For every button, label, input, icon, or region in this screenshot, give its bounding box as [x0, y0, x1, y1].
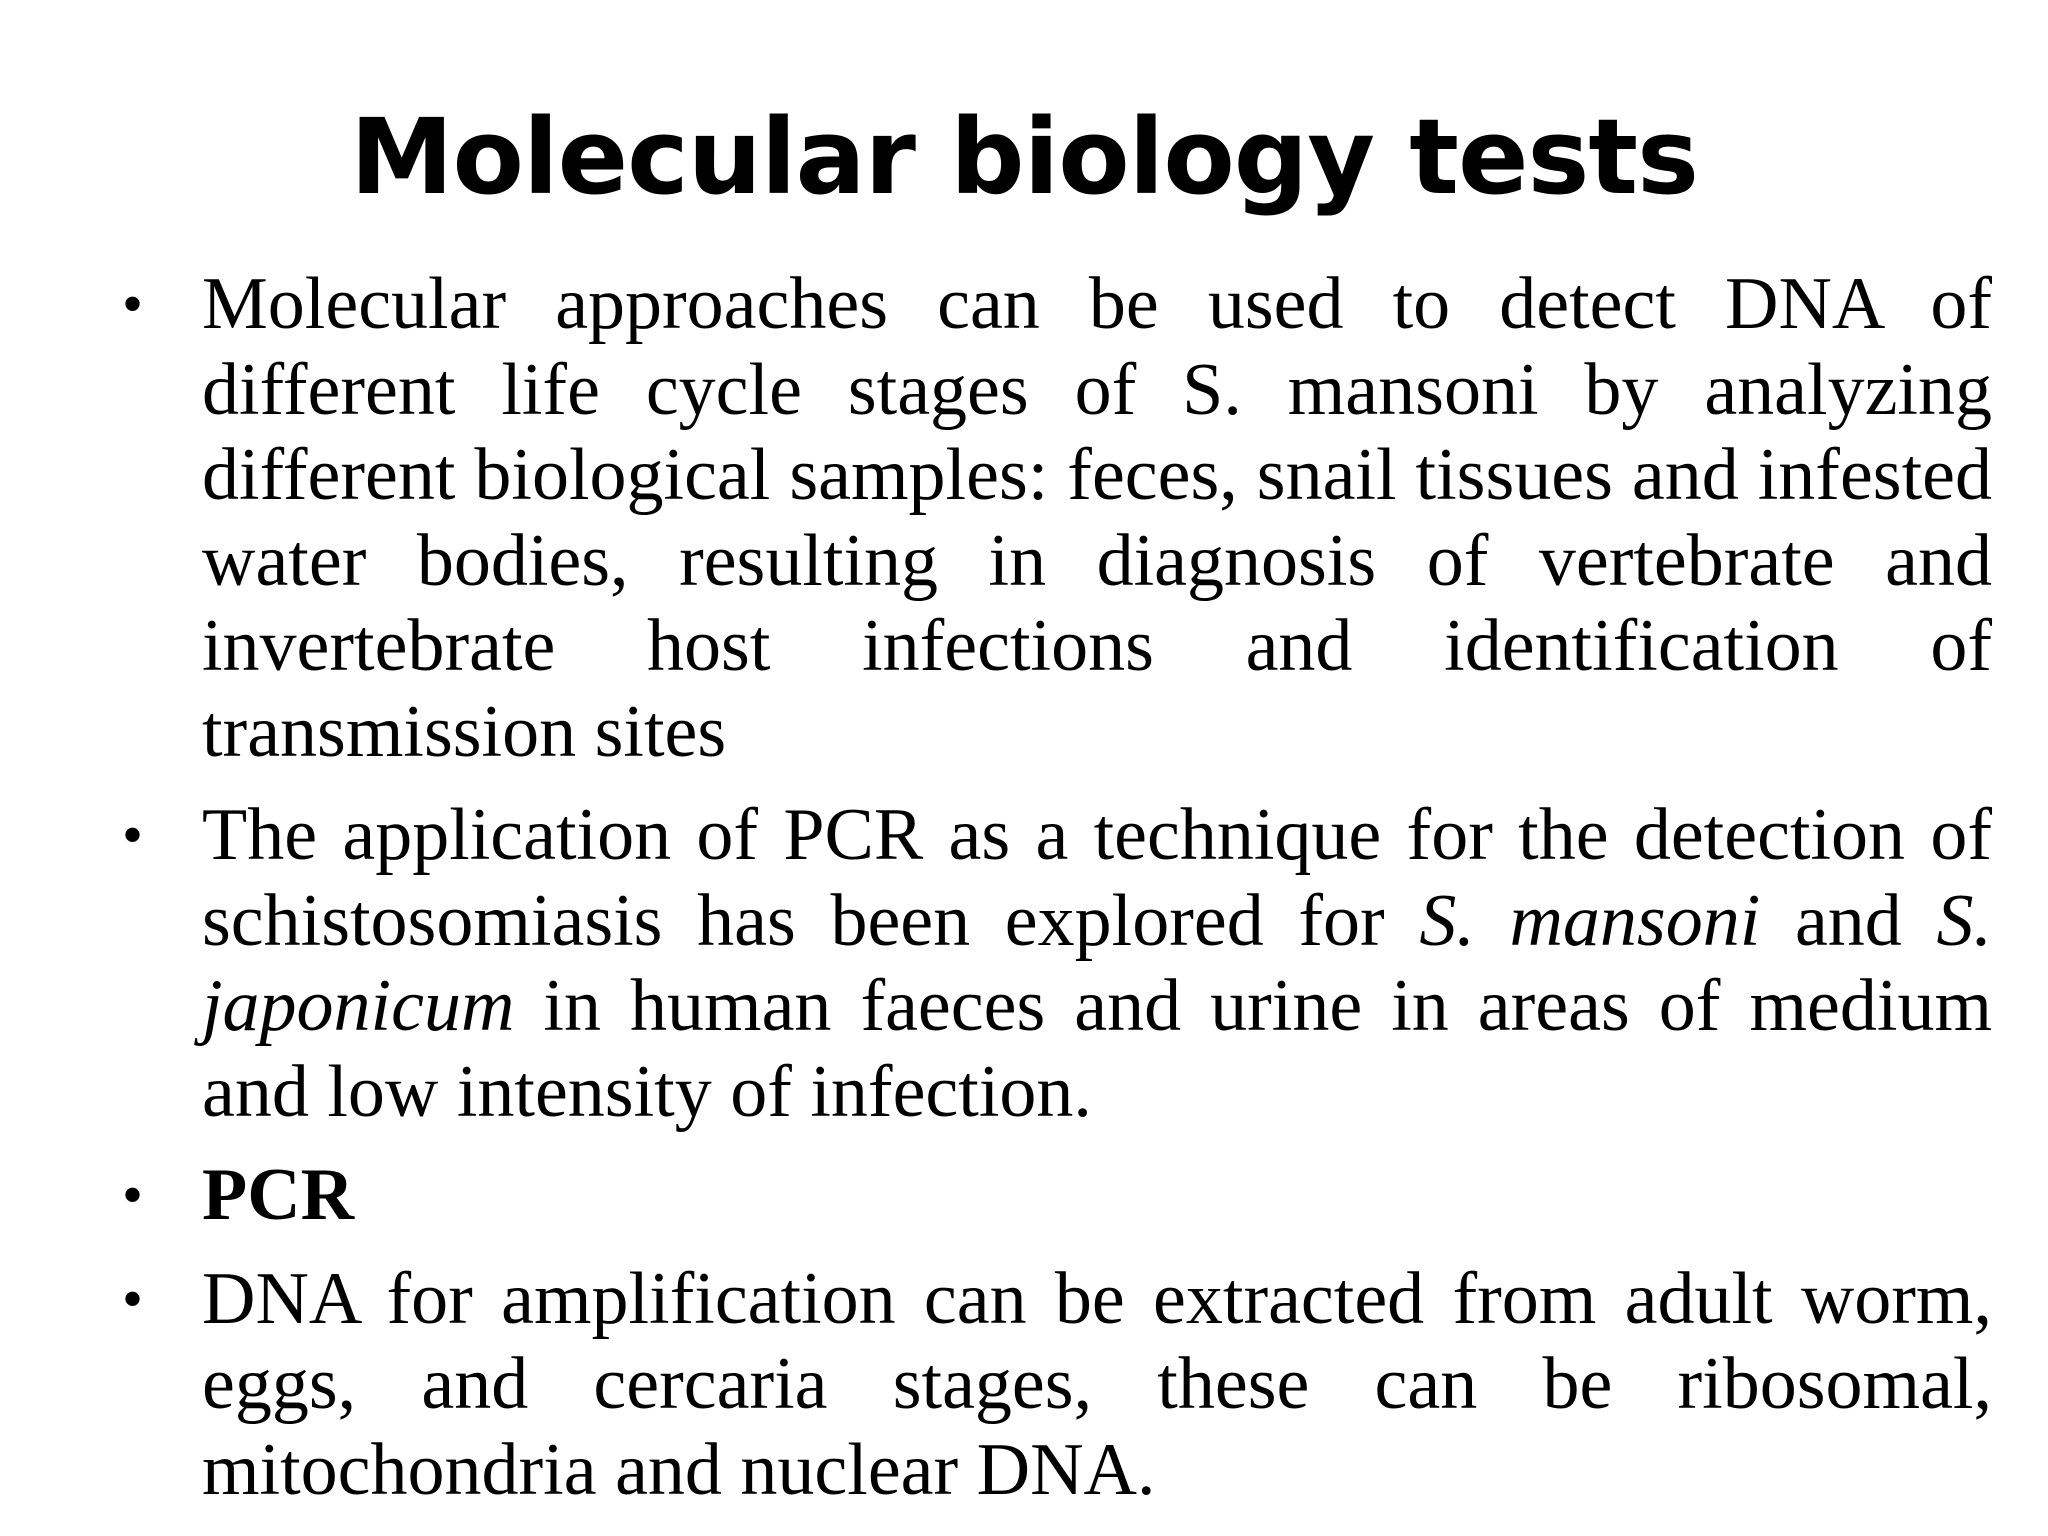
bullet-dot-icon: • [122, 1265, 144, 1332]
bullet-dot-icon: • [122, 1162, 144, 1228]
bullet-text: and [1760, 879, 1937, 962]
bullet-text: Molecular approaches can be used to detect DNA of different life cycle stages of S. mansoni by analyzing different biological samples: feces, snail tissues and infested water bodies, resulting in diagnosis of vertebrate and invertebrate host infections and identification of transmission sites [202, 263, 1992, 773]
species-name: S. mansoni [1419, 879, 1761, 962]
bullet-item [122, 1153, 1992, 1239]
bullet-text: DNA for amplification can be extracted from adult worm, eggs, and cercaria stages, these can be ribosomal, mitochondria and nuclear DNA. [202, 1257, 1992, 1511]
bullet-text: The application of PCR as a technique for the detection of schistosomiasis has been explored for [202, 794, 1992, 962]
bullet-heading: PCR [202, 1154, 355, 1236]
species-name: S. japonicum [202, 879, 1992, 1047]
bullet-item [122, 1257, 1992, 1514]
bullet-list [0, 262, 2048, 1531]
bullet-dot-icon: • [122, 802, 144, 868]
bullet-text: in human faeces and urine in areas of medium and low intensity of infection. [202, 965, 1992, 1133]
bullet-item [122, 793, 1992, 1135]
bullet-dot-icon: • [122, 271, 144, 337]
bullet-item [122, 262, 1992, 775]
slide-title: Molecular biology tests [350, 96, 1698, 218]
